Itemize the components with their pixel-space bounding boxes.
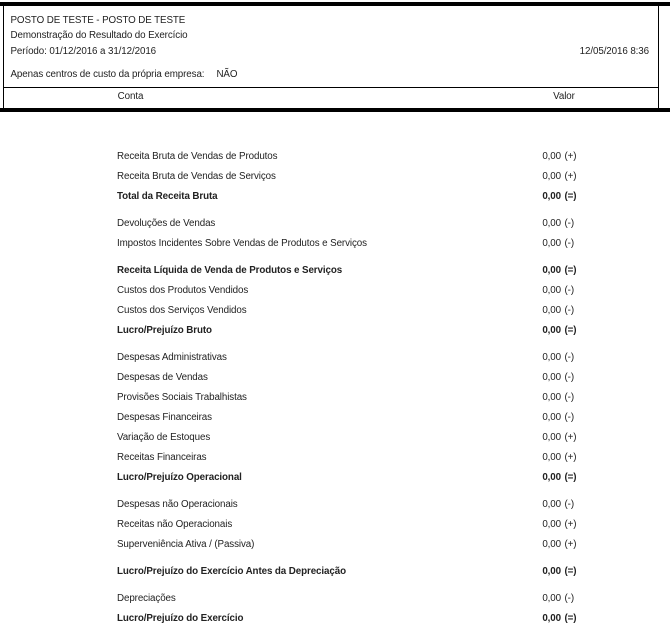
account-name: Lucro/Prejuízo do Exercício — [117, 612, 244, 624]
account-name: Superveniência Ativa / (Passiva) — [117, 538, 255, 550]
report-header — [3, 6, 659, 89]
operation-sign: (+) — [564, 431, 577, 443]
report-row — [0, 189, 670, 209]
account-name: Receitas Financeiras — [117, 451, 207, 463]
report-row — [0, 149, 670, 169]
company-name: POSTO DE TESTE - POSTO DE TESTE — [10, 14, 186, 26]
amount: 0,00 — [542, 170, 561, 182]
report-row — [0, 283, 670, 303]
column-header-value: Valor — [553, 91, 575, 103]
account-name: Devoluções de Vendas — [117, 217, 216, 229]
account-name: Provisões Sociais Trabalhistas — [117, 391, 247, 403]
report-body — [0, 112, 670, 631]
report-row — [0, 470, 670, 490]
operation-sign: (-) — [564, 304, 574, 316]
operation-sign: (=) — [564, 190, 577, 202]
operation-sign: (=) — [564, 264, 577, 276]
account-name: Impostos Incidentes Sobre Vendas de Produtos e Serviços — [117, 237, 367, 249]
account-name: Total da Receita Bruta — [117, 190, 218, 202]
account-name: Lucro/Prejuízo Bruto — [117, 324, 212, 336]
operation-sign: (-) — [564, 237, 574, 249]
cost-center-filter-value: NÃO — [216, 68, 238, 80]
amount: 0,00 — [542, 217, 561, 229]
amount: 0,00 — [542, 237, 561, 249]
amount: 0,00 — [542, 150, 561, 162]
report-row — [0, 303, 670, 323]
account-name: Variação de Estoques — [117, 431, 211, 443]
amount: 0,00 — [542, 431, 561, 443]
operation-sign: (=) — [564, 565, 577, 577]
account-name: Lucro/Prejuízo do Exercício Antes da Depreciação — [117, 565, 346, 577]
operation-sign: (-) — [564, 284, 574, 296]
amount: 0,00 — [542, 518, 561, 530]
table-column-header — [3, 88, 659, 108]
account-name: Despesas de Vendas — [117, 371, 208, 383]
amount: 0,00 — [542, 565, 561, 577]
operation-sign: (+) — [564, 538, 577, 550]
report-row — [0, 497, 670, 517]
report-row — [0, 537, 670, 557]
report-row — [0, 390, 670, 410]
operation-sign: (-) — [564, 411, 574, 423]
report-row — [0, 323, 670, 343]
operation-sign: (+) — [564, 518, 577, 530]
account-name: Lucro/Prejuízo Operacional — [117, 471, 242, 483]
operation-sign: (-) — [564, 391, 574, 403]
amount: 0,00 — [542, 284, 561, 296]
amount: 0,00 — [542, 411, 561, 423]
report-row — [0, 591, 670, 611]
column-header-account: Conta — [117, 91, 144, 103]
amount: 0,00 — [542, 371, 561, 383]
operation-sign: (=) — [564, 612, 577, 624]
report-row — [0, 169, 670, 189]
amount: 0,00 — [542, 324, 561, 336]
operation-sign: (-) — [564, 371, 574, 383]
cost-center-filter-label: Apenas centros de custo da própria empresa: — [10, 68, 205, 80]
amount: 0,00 — [542, 498, 561, 510]
amount: 0,00 — [542, 190, 561, 202]
amount: 0,00 — [542, 612, 561, 624]
account-name: Despesas não Operacionais — [117, 498, 238, 510]
account-name: Depreciações — [117, 592, 176, 604]
account-name: Receitas não Operacionais — [117, 518, 233, 530]
amount: 0,00 — [542, 264, 561, 276]
report-title: Demonstração do Resultado do Exercício — [10, 30, 188, 41]
operation-sign: (=) — [564, 324, 577, 336]
report-row — [0, 611, 670, 631]
operation-sign: (+) — [564, 451, 577, 463]
report-period: Período: 01/12/2016 a 31/12/2016 — [10, 45, 157, 57]
operation-sign: (+) — [564, 170, 577, 182]
report-row — [0, 263, 670, 283]
account-name: Receita Líquida de Venda de Produtos e Serviços — [117, 264, 343, 276]
operation-sign: (-) — [564, 592, 574, 604]
cost-center-filter — [11, 69, 238, 81]
print-datetime: 12/05/2016 8:36 — [579, 45, 649, 57]
account-name: Receita Bruta de Vendas de Serviços — [117, 170, 276, 182]
report-row — [0, 370, 670, 390]
report-row — [0, 216, 670, 236]
account-name: Custos dos Serviços Vendidos — [117, 304, 247, 316]
report-row — [0, 517, 670, 537]
amount: 0,00 — [542, 391, 561, 403]
account-name: Receita Bruta de Vendas de Produtos — [117, 150, 278, 162]
report-row — [0, 564, 670, 584]
report-row — [0, 410, 670, 430]
report-row — [0, 350, 670, 370]
account-name: Custos dos Produtos Vendidos — [117, 284, 249, 296]
operation-sign: (+) — [564, 150, 577, 162]
amount: 0,00 — [542, 592, 561, 604]
report-row — [0, 450, 670, 470]
amount: 0,00 — [542, 304, 561, 316]
report-row — [0, 430, 670, 450]
account-name: Despesas Financeiras — [117, 411, 212, 423]
account-name: Despesas Administrativas — [117, 351, 227, 363]
amount: 0,00 — [542, 351, 561, 363]
report-row — [0, 236, 670, 256]
amount: 0,00 — [542, 471, 561, 483]
amount: 0,00 — [542, 451, 561, 463]
operation-sign: (-) — [564, 351, 574, 363]
amount: 0,00 — [542, 538, 561, 550]
operation-sign: (-) — [564, 217, 574, 229]
operation-sign: (=) — [564, 471, 577, 483]
operation-sign: (-) — [564, 498, 574, 510]
